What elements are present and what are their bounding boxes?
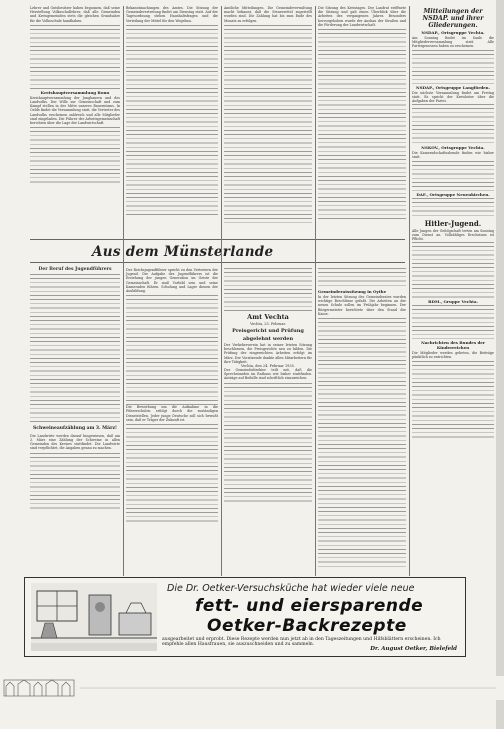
col5-block1 — [412, 50, 494, 84]
col3-lower-text — [224, 268, 312, 312]
col5-headline: Mitteilungen der NSDAP. und ihrer Gliederungen. — [422, 8, 484, 29]
oetker-advertisement — [24, 577, 466, 657]
col3-sub2: abgelehnt werden — [242, 335, 294, 342]
col3-headline-amt: Amt Vechta — [247, 313, 289, 321]
column-1 — [30, 6, 120, 185]
col1-section-label: Kreishauptversammlung Bonn — [40, 89, 110, 95]
col1-mid-text: Kreishauptversammlung der Jungbauern und des Landvolks. Der Wille zur Gemeinschaft und zum Kampf stellen in der Mitte unseres Bauerntums. In Oelde findet die Versammlung statt, die Vertreter des Landvolks erscheinen zahlreich und alle Mitglieder sind eingeladen. Die Führer der Arbeitsgemeinschaft berichten über die Lage der Landwirtschaft. — [30, 95, 120, 126]
section-banner: Aus dem Münsterlande — [92, 244, 274, 260]
column-rule-1 — [123, 6, 124, 576]
col5-org1: NSDAP., Ortsgruppe Vechta. — [421, 30, 485, 35]
ad-headline-2: Oetker-Backrezepte — [207, 616, 407, 636]
banner-top-rule — [30, 239, 405, 240]
col5-block5 — [412, 242, 494, 298]
col5-text5: Die Mitglieder werden gebeten, die Beiträge pünktlich zu entrichten. — [412, 351, 494, 360]
col5-text1: Am Sonntag findet im Saale die Mitgliederversammlung statt. Alle Parteigenossen haben zu erscheinen. — [412, 36, 494, 49]
column-rule-4 — [409, 6, 410, 576]
col2-text-block-3 — [126, 424, 218, 524]
kitchen-illustration — [31, 583, 157, 651]
col1-text-block-1 — [30, 25, 120, 89]
column-rule-2 — [221, 6, 222, 576]
digitization-footer-logo — [0, 676, 504, 700]
col5-block6 — [412, 305, 494, 339]
ad-headline: fett- und eiersparende — [195, 596, 424, 616]
col5-org3: NSKOV., Ortsgruppe Vechta. — [421, 145, 485, 151]
col1-headline-schwein: Schweineaufzählung am 3. März! — [33, 426, 117, 432]
ad-signature: Dr. August Oetker, Bielefeld — [370, 646, 457, 652]
column-rule-3 — [315, 6, 316, 576]
col5-block3 — [412, 161, 494, 191]
col5-sub-last: Nachrichten des Bundes der Kinderreichen — [421, 340, 485, 351]
col1-top-text: Lehrer und Gutsbesitzer haben begonnen, daß seine Herstellung Volksschullehrer, daß alle Gemeinden und Kreisgemeinden stets die gleichen Grundsätze für die Volksschule handhaben. — [30, 6, 120, 23]
col4-text-block-2 — [318, 318, 406, 568]
column-5 — [412, 6, 494, 441]
col3-text-block-2 — [224, 383, 312, 503]
col3-dateline: Vechta, 25. Februar. — [250, 322, 286, 326]
col5-block4 — [412, 198, 494, 218]
column-4-lower — [318, 268, 406, 568]
col2-text: Bekanntmachungen des Amtes. Die Sitzung der Gemeindevertretung findet am Dienstag statt. Auf der Tagesordnung stehen Haushaltsfragen und die Verteilung der Mittel für den Wegebau. — [126, 6, 218, 23]
col4-text: Die Sitzung des Kreistages. Der Landrat eröffnete die Sitzung und gab einen Überblick über die Arbeiten des vergangenen Jahres. Besonders hervorgehoben wurde der Ausbau der Straßen und die Förderung der Landwirtschaft. — [318, 6, 406, 27]
banner-bottom-rule — [30, 262, 405, 263]
newspaper-page — [30, 6, 500, 658]
col3-sub1: Preisgericht und Prüfung — [232, 328, 304, 334]
col5-headline2: Hitler-Jugend. — [424, 218, 482, 228]
col2-subtext: Der Reichsjugendführer spricht zu den Vertretern der Jugend. Die Aufgabe des Jugendführers ist die Erziehung der jungen Generation im Geiste der Gemeinschaft. Er muß Vorbild sein und seine Kameraden führen. Schulung und Lager dienen der Ausbildung. — [126, 268, 218, 294]
col5-org4: DAF., Ortsgruppe Neuenkirchen. — [416, 191, 490, 197]
col4-text-block — [318, 29, 406, 219]
column-4 — [318, 6, 406, 219]
col2-bottom-text: Die Bewerbung um die Aufnahme in die Führerschulen erfolgt durch die zuständigen Dienststellen. Jeder junge Deutsche soll sich bewußt sein, daß er Träger der Zukunft ist. — [126, 405, 218, 422]
column-3 — [224, 6, 312, 225]
col5-org5: BDM., Gruppe Vechta. — [428, 299, 478, 305]
col3-dateline2: Vechta, den 24. Februar 1935. — [241, 364, 295, 369]
col2-text-block-2 — [126, 295, 218, 405]
col2-text-block — [126, 25, 218, 215]
column-2-lower — [126, 268, 218, 524]
col3-text-block — [224, 25, 312, 225]
col5-block2 — [412, 104, 494, 144]
column-3-lower — [224, 268, 312, 503]
col1-lower-intro: Der Beruf des Jugendführers — [38, 267, 112, 272]
column-2 — [126, 6, 218, 215]
ad-line1: Die Dr. Oetker-Versuchsküche hat wieder viele neue — [167, 583, 415, 594]
col3-body: Der Verkehrsverein hat in seiner letzten Sitzung beschlossen, die Preisgerichte neu zu bilden. Die Prüfung der eingereichten Arbeiten erfolgt im März. Der Vorsitzende dankte allen Mitarbeitern für ihre Tätigkeit. — [224, 343, 312, 364]
col4-sub: Gemeinderatssitzung in Oythe — [318, 289, 387, 294]
col4-body: In der letzten Sitzung des Gemeinderates wurden wichtige Beschlüsse gefaßt. Die Arbeiten an der neuen Schule sollen im Frühjahr beginnen. Der Bürgermeister berichtete über den Stand der Kasse. — [318, 295, 406, 316]
col3-text: Amtliche Mitteilungen. Die Gemeindeverwaltung macht bekannt, daß die Steuerzettel zugestellt worden sind. Die Zahlung hat bis zum Ende des Monats zu erfolgen. — [224, 6, 312, 23]
col5-text3: Die Kameradschaftsabende finden wie bisher statt. — [412, 151, 494, 160]
col1-text-block-2 — [30, 127, 120, 185]
column-1-lower — [30, 268, 120, 511]
col5-block7 — [412, 361, 494, 441]
col5-text2: Die nächste Versammlung findet am Freitag statt. Es spricht der Kreisleiter über die Aufgaben der Partei. — [412, 90, 494, 104]
ad-body: ausgearbeitet und erprobt. Diese Rezepte werden nun jetzt ab in den Tageszeitungen und Hilfsblättern erscheinen. Ich empfehle allen Hausfrauen, sie auszuschneiden und zu sammeln. — [162, 637, 441, 648]
col4-lower-text — [318, 268, 406, 288]
col5-org2: NSDAP., Ortsgruppe Langförden. — [416, 84, 490, 90]
col1-bottom-text: Die Landwirte werden darauf hingewiesen, daß am 3. März eine Zählung der Schweine in allen Gemeinden des Kreises stattfindet. Die Landwirte sind verpflichtet, die Angaben genau zu machen. — [30, 433, 120, 451]
col5-text4: Alle Jungen der Gefolgschaft treten am Sonntag zum Dienst an. Vollzähliges Erscheinen ist Pflicht. — [412, 228, 494, 242]
col1-lower-text — [30, 274, 120, 424]
col1-text-block-3 — [30, 453, 120, 511]
col3-body2: Der Gemeindedirektor teilt mit, daß die Sprechstunden im Rathaus wie bisher stattfinden. Anträge auf Beihilfe sind schriftlich einzureichen. — [224, 368, 312, 381]
